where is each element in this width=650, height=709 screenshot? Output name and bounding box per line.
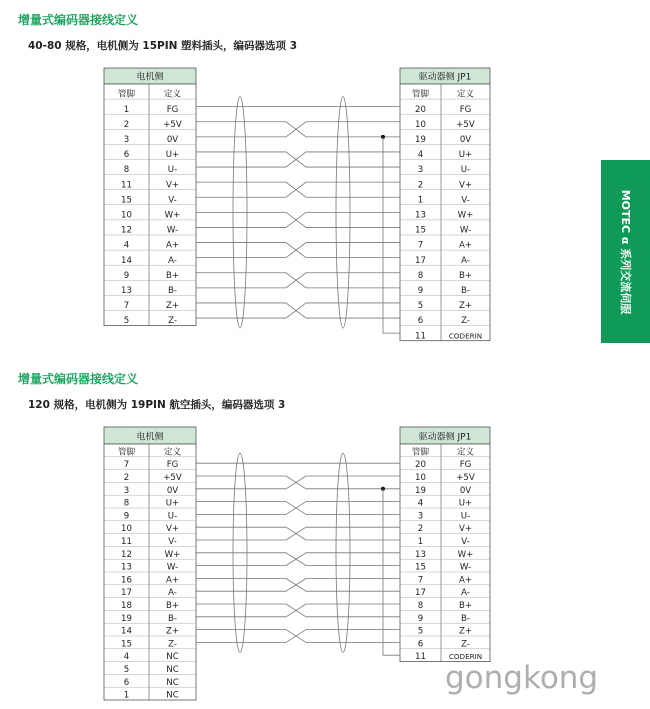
driver_table-pin: 17 (415, 588, 426, 599)
motor_table-signal: W- (166, 562, 179, 573)
motor_table-pin: 6 (123, 150, 130, 161)
motor_table-pin: 18 (121, 601, 132, 611)
motor_table-signal: V- (168, 537, 177, 547)
driver_table-signal: V+ (458, 180, 473, 191)
motor_table-header: 管脚 (117, 89, 136, 100)
motor_table-signal: FG (166, 460, 179, 471)
twisted-pair-wire (196, 630, 400, 643)
driver_table-header: 管脚 (411, 89, 430, 100)
motor_table-signal: 0V (166, 485, 179, 496)
twisted-pair-wire (196, 502, 400, 515)
motor_table-pin: 13 (121, 562, 132, 573)
watermark: gongkong (445, 660, 599, 696)
driver_table-signal: Z+ (458, 301, 473, 312)
motor_table-pin: 14 (121, 255, 132, 266)
driver_table-signal: W+ (457, 549, 474, 560)
motor_table-pin: 12 (121, 225, 132, 236)
driver_table-signal: B- (461, 286, 470, 296)
motor_table-signal: V- (168, 195, 177, 206)
driver_table-signal: A- (461, 255, 470, 266)
motor_table-pin: 4 (123, 652, 130, 663)
motor_table-pin: 5 (123, 316, 130, 327)
driver_table (400, 427, 490, 662)
motor_table-pin: 19 (121, 613, 132, 624)
driver_table-signal: V- (461, 195, 470, 206)
motor_table-pin: 17 (121, 588, 132, 599)
motor_table-title: 电机侧 (136, 72, 164, 83)
motor_table-signal: U+ (165, 150, 180, 161)
driver_table-signal: +5V (456, 119, 475, 130)
motor_table-signal: B+ (165, 270, 180, 281)
driver_table-signal: W- (459, 225, 472, 236)
section2-title: 增量式编码器接线定义 (18, 372, 139, 386)
motor_table-signal: W+ (164, 549, 181, 560)
motor_table-signal: Z- (168, 316, 177, 327)
driver_table-title: 驱动器侧 JP1 (418, 432, 472, 443)
section2-subtitle: 120 规格，电机侧为 19PIN 航空插头，编码器选项 3 (28, 399, 286, 411)
motor_table-signal: A- (168, 255, 177, 266)
motor_table-pin: 8 (123, 165, 130, 176)
driver_table-pin: 2 (417, 180, 424, 191)
twisted-pair-wire (196, 502, 400, 515)
driver_table-pin: 6 (417, 316, 424, 327)
motor_table-signal: V+ (165, 180, 180, 191)
twisted-pair-wire (196, 578, 400, 591)
series-side-label: MOTEC α 系列交流伺服 (618, 189, 632, 314)
motor_table-pin: 1 (123, 690, 130, 701)
motor_table-pin: 10 (121, 524, 132, 535)
driver_table-pin: 17 (415, 255, 426, 266)
driver_table-signal: FG (459, 104, 472, 115)
driver_table-signal: U- (460, 165, 471, 176)
driver_table-pin: 4 (417, 150, 424, 161)
driver_table-pin: 19 (415, 485, 426, 496)
driver_table-signal: V+ (458, 524, 473, 535)
driver_table-signal: U+ (458, 498, 473, 509)
driver_table-signal: W+ (457, 210, 474, 221)
driver_table-pin: 1 (417, 195, 424, 206)
driver_table-pin: 10 (415, 119, 426, 130)
motor_table-pin: 5 (123, 665, 130, 675)
motor_table-signal: NC (166, 652, 179, 663)
motor_table-pin: 3 (123, 135, 130, 145)
motor_table-pin: 2 (123, 119, 130, 130)
driver_table-header: 定义 (456, 89, 475, 100)
motor_table-signal: U- (167, 165, 178, 176)
driver_table-signal: 0V (459, 135, 472, 145)
driver_table-pin: 9 (417, 613, 424, 624)
motor_table-pin: 15 (121, 639, 132, 650)
motor_table-signal: Z- (168, 639, 177, 650)
motor_table-signal: +5V (163, 119, 182, 130)
twisted-pair-wire (196, 630, 400, 643)
motor_table-signal: A+ (165, 240, 180, 251)
driver_table-signal: CODERIN (448, 652, 483, 662)
driver_table-pin: 7 (417, 575, 424, 586)
motor_table-signal: B- (168, 613, 177, 624)
coderin-wire (383, 489, 400, 655)
motor_table-signal: B- (168, 286, 177, 296)
driver_table-signal: Z+ (458, 626, 473, 637)
motor_table-pin: 14 (121, 626, 132, 637)
motor_table-signal: Z+ (165, 626, 180, 637)
motor_table-pin: 15 (121, 195, 132, 206)
twisted-pair-wire (196, 476, 400, 489)
driver_table-pin: 13 (415, 210, 426, 221)
motor_table-title: 电机侧 (136, 432, 164, 443)
driver_table-pin: 15 (415, 225, 426, 236)
driver_table-pin: 5 (417, 301, 424, 312)
driver_table-signal: Z- (461, 316, 470, 327)
motor_table-header: 管脚 (117, 447, 136, 458)
twisted-pair-wire (196, 527, 400, 540)
twisted-pair-wire (196, 553, 400, 566)
motor_table-pin: 11 (121, 180, 132, 191)
driver_table-signal: V- (461, 537, 470, 547)
motor_table-signal: A- (168, 588, 177, 599)
driver_table-signal: A+ (458, 575, 473, 586)
motor_table (104, 427, 196, 701)
motor_table-header: 定义 (163, 447, 182, 458)
driver_table-signal: U- (460, 511, 471, 522)
driver_table-title: 驱动器侧 JP1 (418, 72, 472, 83)
driver_table-pin: 11 (415, 652, 426, 663)
motor_table-pin: 7 (123, 301, 130, 312)
motor_table-signal: U- (167, 511, 178, 522)
motor_table-pin: 11 (121, 537, 132, 547)
motor_table-pin: 8 (123, 498, 130, 509)
motor_table-pin: 9 (123, 270, 130, 281)
driver_table-pin: 9 (417, 286, 424, 296)
driver_table-signal: W- (459, 562, 472, 573)
driver_table-pin: 20 (415, 460, 426, 471)
driver_table-signal: B+ (458, 601, 473, 611)
motor_table-signal: NC (166, 677, 179, 688)
driver_table-pin: 2 (417, 524, 424, 535)
series-side-tab (601, 160, 650, 343)
driver_table-pin: 20 (415, 104, 426, 115)
driver_table-signal: 0V (459, 485, 472, 496)
motor_table-pin: 13 (121, 286, 132, 296)
driver_table-pin: 5 (417, 626, 424, 637)
driver_table-pin: 11 (415, 331, 426, 342)
driver_table-pin: 8 (417, 270, 424, 281)
motor_table-signal: FG (166, 104, 179, 115)
twisted-pair-wire (196, 604, 400, 617)
motor_table-pin: 1 (123, 104, 130, 115)
driver_table-pin: 19 (415, 135, 426, 145)
driver_table-pin: 15 (415, 562, 426, 573)
motor_table-pin: 2 (123, 473, 130, 483)
driver_table-signal: U+ (458, 150, 473, 161)
driver_table-signal: B- (461, 613, 470, 624)
motor_table-signal: +5V (163, 473, 182, 483)
motor_table-signal: NC (166, 690, 179, 701)
motor_table-header: 定义 (163, 89, 182, 100)
twisted-pair-wire (196, 578, 400, 591)
driver_table-header: 管脚 (411, 447, 430, 458)
motor_table-pin: 6 (123, 677, 130, 688)
motor_table-signal: W- (166, 225, 179, 236)
wires (196, 453, 400, 655)
motor_table-signal: NC (166, 665, 179, 675)
driver_table-pin: 10 (415, 473, 426, 483)
motor_table-signal: W+ (164, 210, 181, 221)
motor_table-signal: B+ (165, 601, 180, 611)
motor_table-signal: A+ (165, 575, 180, 586)
driver_table-pin: 3 (417, 165, 424, 176)
driver_table-signal: +5V (456, 473, 475, 483)
driver_table-pin: 6 (417, 639, 424, 650)
twisted-pair-wire (196, 527, 400, 540)
twisted-pair-wire (196, 604, 400, 617)
section1-subtitle: 40-80 规格，电机侧为 15PIN 塑料插头，编码器选项 3 (28, 40, 298, 52)
twisted-pair-wire (196, 476, 400, 489)
driver_table-signal: FG (459, 460, 472, 471)
motor_table-pin: 3 (123, 485, 130, 496)
driver_table-pin: 7 (417, 240, 424, 251)
motor_table-pin: 16 (121, 575, 132, 586)
driver_table-pin: 8 (417, 601, 424, 611)
motor_table-pin: 4 (123, 240, 130, 251)
motor_table-pin: 7 (123, 460, 130, 471)
driver_table-pin: 3 (417, 511, 424, 522)
driver_table-signal: B+ (458, 270, 473, 281)
driver_table-pin: 13 (415, 549, 426, 560)
driver_table-signal: Z- (461, 639, 470, 650)
driver_table-signal: A- (461, 588, 470, 599)
driver_table-signal: A+ (458, 240, 473, 251)
motor_table-signal: Z+ (165, 301, 180, 312)
driver_table-signal: CODERIN (448, 331, 483, 341)
driver_table-pin: 4 (417, 498, 424, 509)
twisted-pair-wire (196, 553, 400, 566)
motor_table-pin: 12 (121, 549, 132, 560)
section1-title: 增量式编码器接线定义 (18, 13, 139, 27)
driver_table-pin: 1 (417, 537, 424, 547)
motor_table-signal: V+ (165, 524, 180, 535)
motor_table-signal: U+ (165, 498, 180, 509)
motor_table-signal: 0V (166, 135, 179, 145)
driver_table-header: 定义 (456, 447, 475, 458)
motor_table-pin: 9 (123, 511, 130, 522)
motor_table-pin: 10 (121, 210, 132, 221)
